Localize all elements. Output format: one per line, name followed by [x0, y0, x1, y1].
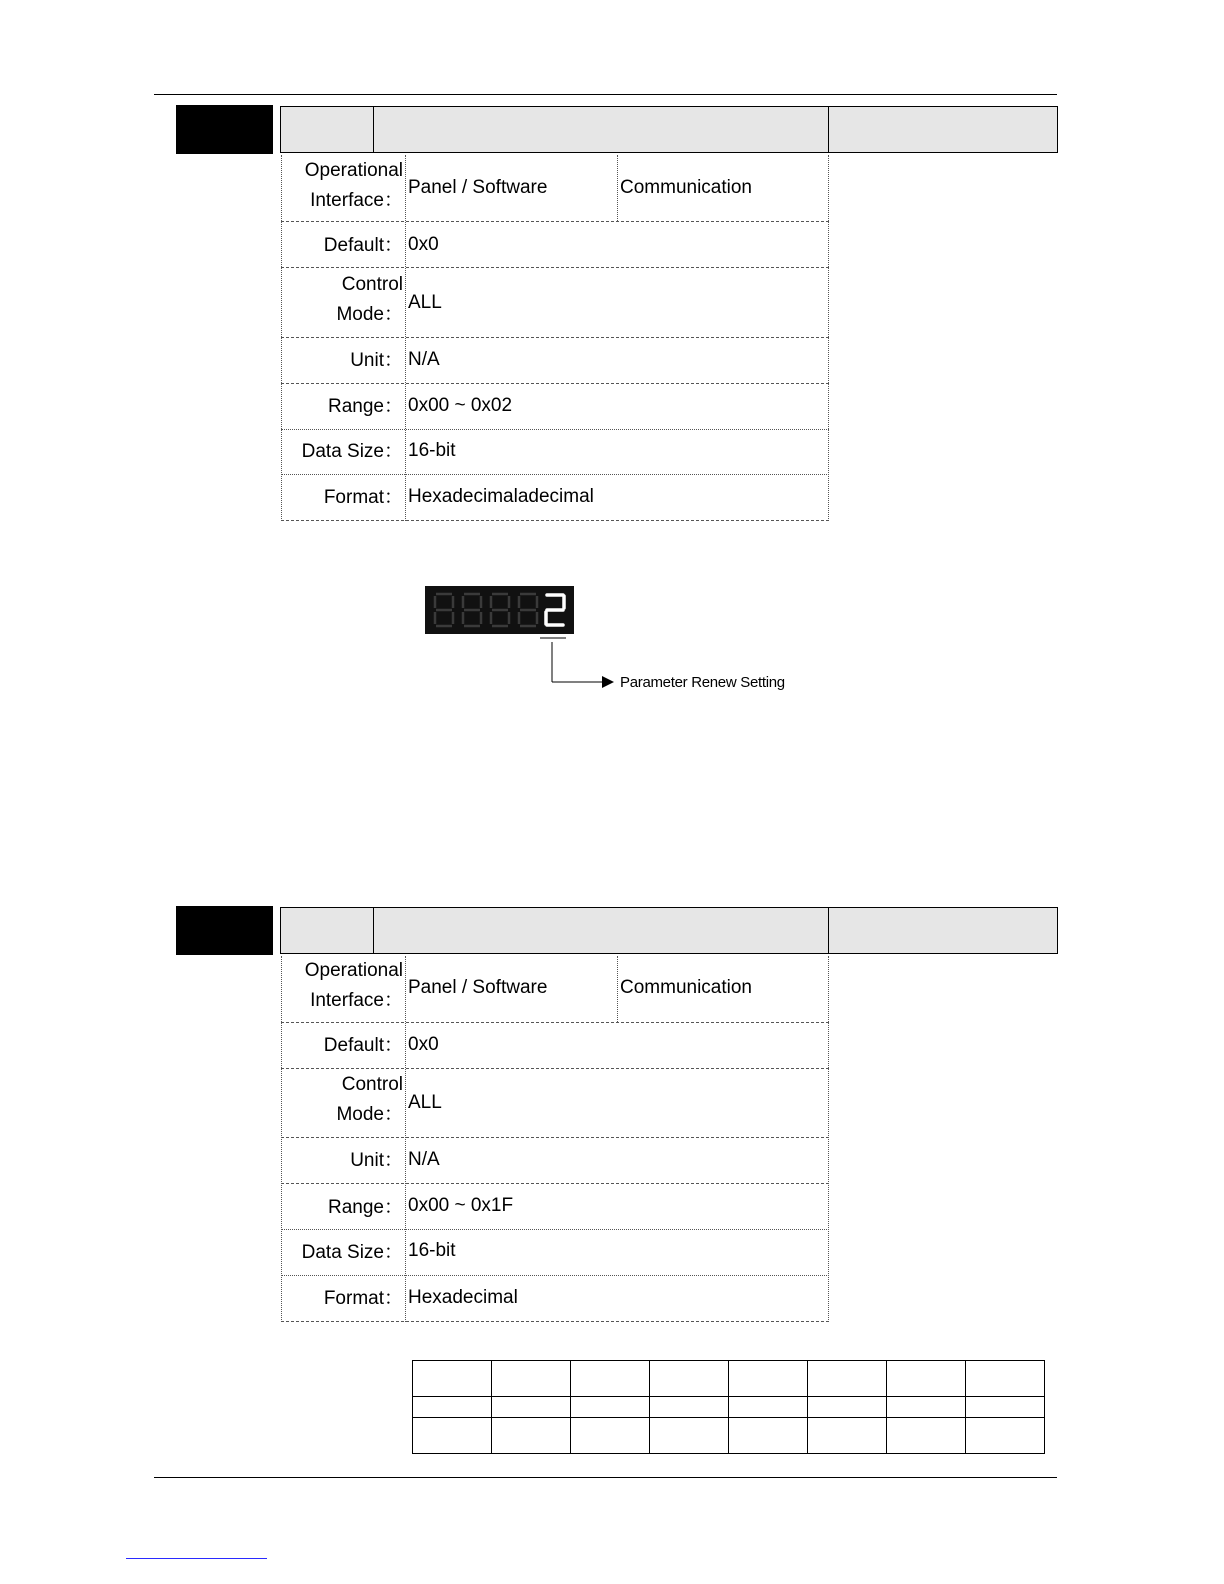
bit-table-cell [571, 1397, 650, 1418]
bit-table-cell [571, 1361, 650, 1397]
bit-table-cell [492, 1397, 571, 1418]
grid-line [281, 474, 829, 475]
grid-line [281, 1068, 829, 1069]
grid-line [281, 267, 829, 268]
grid-line [281, 1321, 829, 1322]
label-unit: Unit： [350, 1150, 403, 1171]
value-communication: Communication [620, 177, 752, 198]
bit-table-cell [966, 1361, 1045, 1397]
bit-table-cell [729, 1418, 808, 1454]
parameter-header-cell-1 [280, 106, 374, 153]
parameter-header-cell-3 [828, 907, 1058, 954]
bit-table-cell [808, 1418, 887, 1454]
segment-digit-lit [543, 592, 567, 628]
value-unit: N/A [408, 349, 440, 370]
value-format: Hexadecimaladecimal [408, 486, 594, 507]
value-control-mode: ALL [408, 292, 442, 313]
label-format: Format： [323, 487, 403, 508]
bit-table-row [413, 1361, 1045, 1397]
segment-digit-3 [488, 592, 512, 628]
bit-table-cell [887, 1418, 966, 1454]
label-data-size: Data Size： [301, 1242, 403, 1263]
parameter-header-cell-2 [373, 106, 829, 153]
bit-table-cell [492, 1418, 571, 1454]
bit-table-cell [413, 1397, 492, 1418]
bit-table-cell [887, 1361, 966, 1397]
bit-table-cell [650, 1361, 729, 1397]
grid-line [405, 155, 406, 521]
grid-line [281, 383, 829, 384]
value-panel-software: Panel / Software [408, 977, 548, 998]
bit-table-cell [808, 1397, 887, 1418]
segment-digit-4 [516, 592, 540, 628]
label-format: Format： [323, 1288, 403, 1309]
grid-line [281, 337, 829, 338]
footer-link-underline[interactable] [126, 1558, 267, 1559]
value-format: Hexadecimal [408, 1287, 518, 1308]
value-data-size: 16-bit [408, 440, 456, 461]
grid-line [617, 956, 618, 1022]
value-control-mode: ALL [408, 1092, 442, 1113]
bit-table-cell [729, 1361, 808, 1397]
parameter-code-block [176, 906, 273, 955]
label-operational-interface: Operational Interface： [304, 960, 403, 1011]
value-range: 0x00 ~ 0x1F [408, 1195, 514, 1216]
bit-table [412, 1360, 1045, 1454]
parameter-header-cell-1 [280, 907, 374, 954]
parameter-header-cell-2 [373, 907, 829, 954]
label-default: Default： [323, 235, 403, 256]
bit-table-cell [492, 1361, 571, 1397]
value-default: 0x0 [408, 234, 439, 255]
grid-line [281, 1275, 829, 1276]
parameter-code-block [176, 105, 273, 154]
bit-table-cell [413, 1418, 492, 1454]
value-communication: Communication [620, 977, 752, 998]
grid-line [281, 1137, 829, 1138]
grid-line [281, 1022, 829, 1023]
grid-line [828, 956, 829, 1322]
bit-table-cell [650, 1418, 729, 1454]
bit-table-cell [413, 1361, 492, 1397]
label-range: Range： [328, 396, 403, 417]
bit-table-cell [966, 1397, 1045, 1418]
label-control-mode: Control Mode： [336, 274, 403, 325]
bit-table-cell [808, 1361, 887, 1397]
label-default: Default： [323, 1035, 403, 1056]
segment-digit-1 [432, 592, 456, 628]
grid-line [828, 155, 829, 521]
bit-table-cell [571, 1418, 650, 1454]
parameter-header-cell-3 [828, 106, 1058, 153]
segment-digit-2 [460, 592, 484, 628]
bit-table-row [413, 1418, 1045, 1454]
label-unit: Unit： [350, 350, 403, 371]
bit-table-cell [966, 1418, 1045, 1454]
header-rule [154, 94, 1057, 95]
callout-arrow [536, 636, 616, 692]
grid-line [617, 155, 618, 221]
bit-table-cell [650, 1397, 729, 1418]
value-panel-software: Panel / Software [408, 177, 548, 198]
grid-line [281, 1229, 829, 1230]
label-data-size: Data Size： [301, 441, 403, 462]
footer-rule [154, 1477, 1057, 1478]
label-operational-interface: Operational Interface： [304, 160, 403, 211]
label-range: Range： [328, 1197, 403, 1218]
grid-line [281, 1183, 829, 1184]
value-data-size: 16-bit [408, 1240, 456, 1261]
bit-table-row [413, 1397, 1045, 1418]
callout-label: Parameter Renew Setting [620, 674, 785, 691]
seven-segment-display [425, 586, 574, 634]
grid-line [405, 956, 406, 1322]
value-unit: N/A [408, 1149, 440, 1170]
grid-line [281, 520, 829, 521]
bit-table-cell [887, 1397, 966, 1418]
bit-table-cell [729, 1397, 808, 1418]
value-default: 0x0 [408, 1034, 439, 1055]
value-range: 0x00 ~ 0x02 [408, 395, 513, 416]
grid-line [281, 429, 829, 430]
grid-line [281, 221, 829, 222]
label-control-mode: Control Mode： [336, 1074, 403, 1125]
